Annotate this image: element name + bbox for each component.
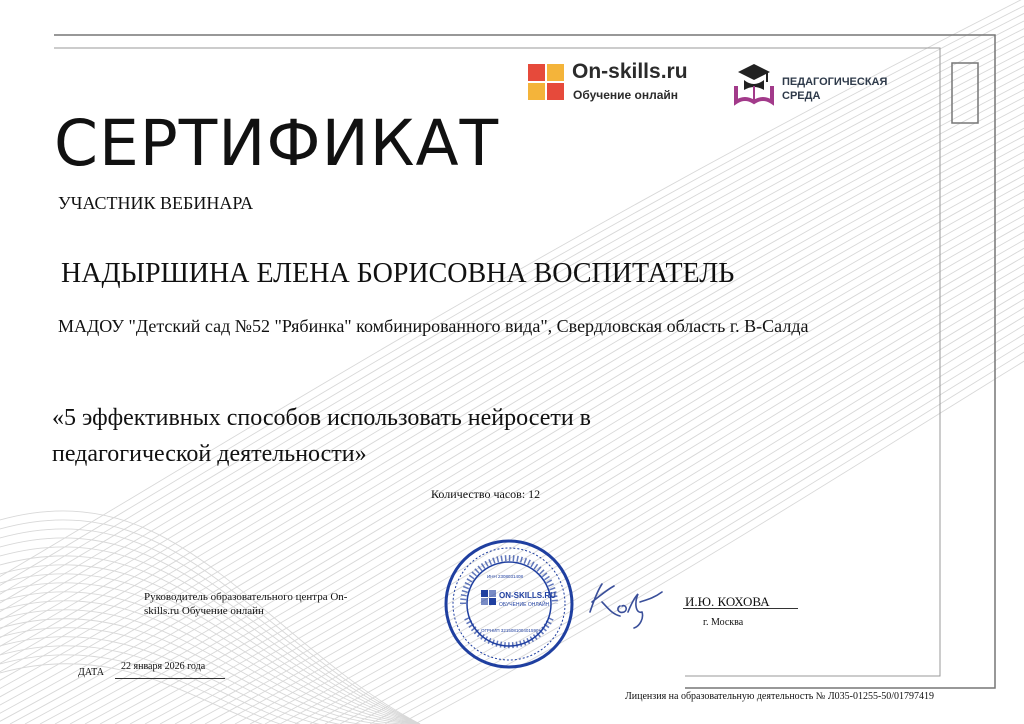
graduation-cap-icon [730, 58, 778, 106]
webinar-topic: «5 эффективных способов использовать нейросети в педагогической деятельности» [52, 405, 592, 467]
date-label: ДАТА [78, 667, 104, 678]
ped-sreda-line2: СРЕДА [782, 90, 821, 102]
ped-sreda-logo [730, 58, 910, 106]
stamp-center-sub: ОБУЧЕНИЕ ОНЛАЙН [499, 602, 550, 608]
official-stamp [443, 538, 575, 670]
certificate-title: СЕРТИФИКАТ [54, 107, 500, 180]
certificate-subtitle: УЧАСТНИК ВЕБИНАРА [58, 193, 254, 213]
recipient-organization: МАДОУ "Детский сад №52 "Рябинка" комбинированного вида", Свердловская область г. В-Салда [58, 316, 809, 336]
ped-sreda-line1: ПЕДАГОГИЧЕСКАЯ [782, 76, 888, 88]
recipient-name: НАДЫРШИНА ЕЛЕНА БОРИСОВНА ВОСПИТАТЕЛЬ [61, 258, 735, 289]
date-line [115, 678, 225, 679]
signature-line [683, 608, 798, 609]
onskills-logo [528, 60, 698, 110]
onskills-tagline: Обучение онлайн [573, 88, 679, 102]
signatory-name: И.Ю. КОХОВА [685, 594, 770, 609]
stamp-ogrn: ОГРНИП 321508100401590 [481, 628, 539, 633]
license-text: Лицензия на образовательную деятельность № Л035-01255-50/01797419 [625, 691, 935, 702]
hours-count: Количество часов: 12 [431, 487, 541, 501]
onskills-logo-icon [528, 64, 564, 100]
signatory-role: Руководитель образовательного центра On-skills.ru Обучение онлайн [144, 591, 348, 617]
handwritten-signature [580, 572, 665, 630]
stamp-inn: ИНН 2308031408 [487, 574, 524, 579]
issue-city: г. Москва [703, 617, 744, 628]
date-value: 22 января 2026 года [121, 661, 206, 672]
onskills-brand: On-skills.ru [572, 60, 688, 83]
stamp-center-label: ON-SKILLS.RU [499, 591, 556, 600]
